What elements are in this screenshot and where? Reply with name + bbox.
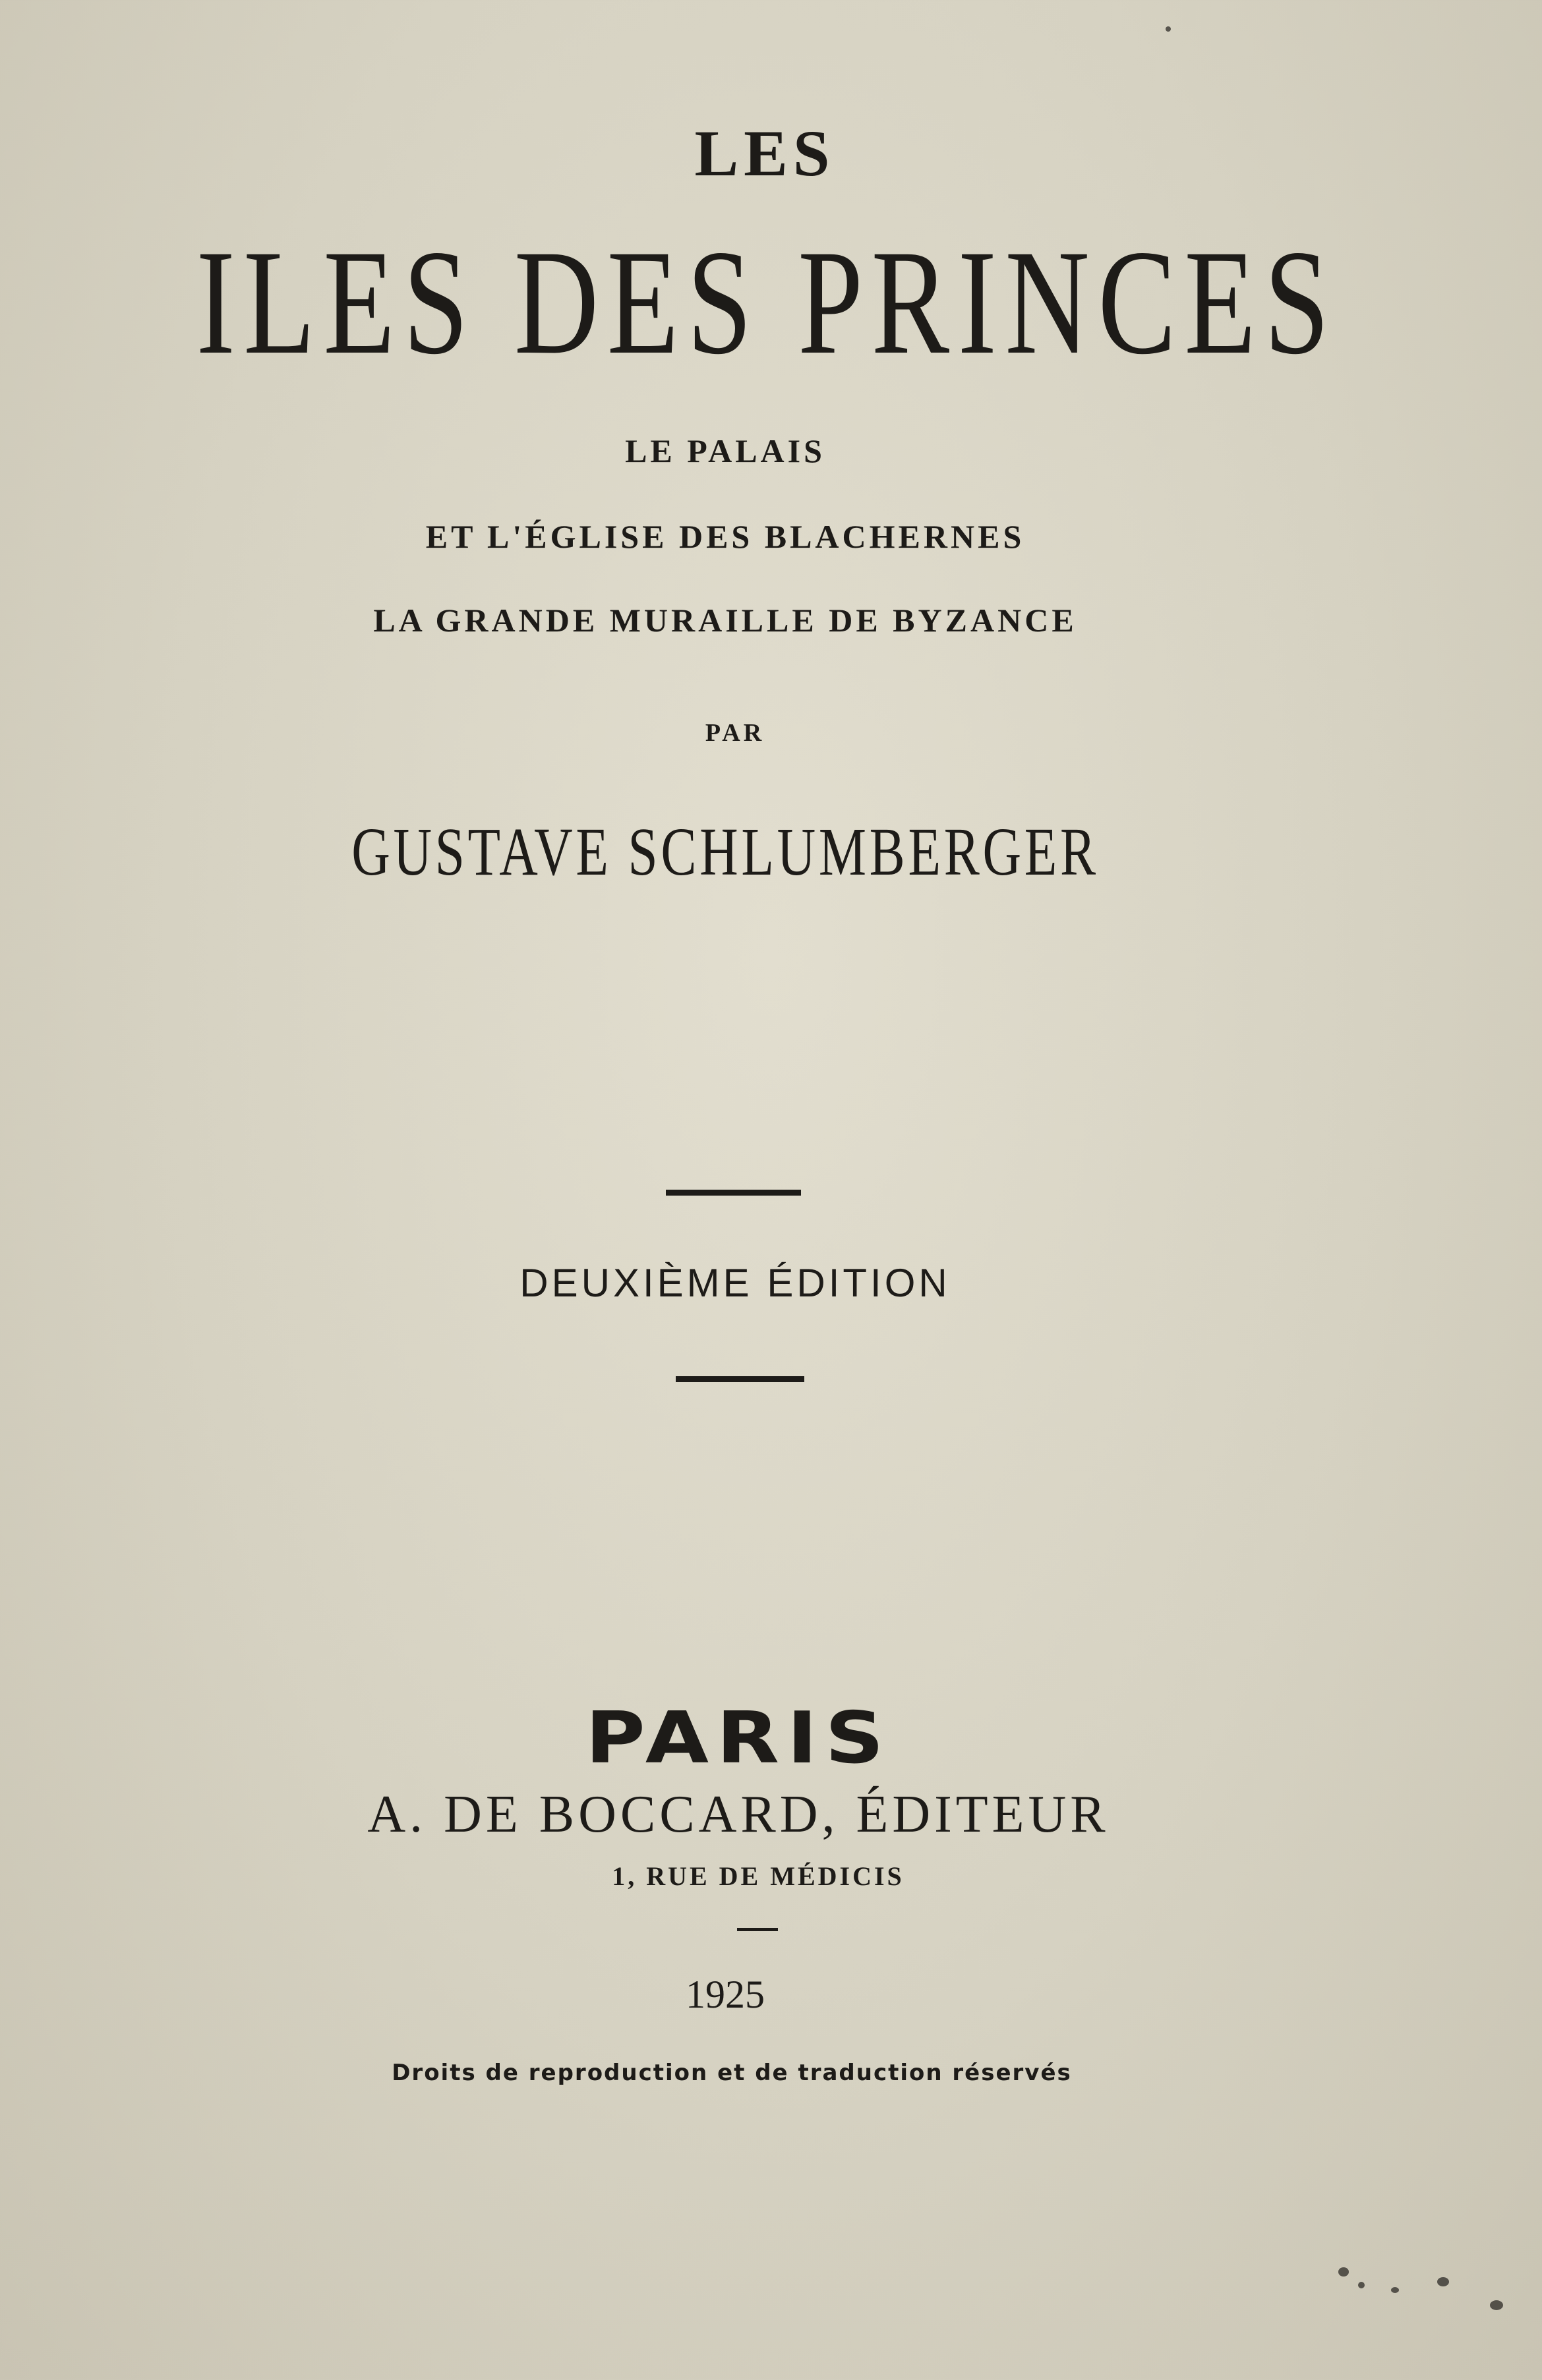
paper-speck	[1490, 2300, 1503, 2310]
divider-rule	[666, 1190, 801, 1196]
paper-speck	[1391, 2287, 1399, 2293]
publication-city: PARIS	[585, 1697, 892, 1780]
subtitle-line-3: LA GRANDE MURAILLE DE BYZANCE	[373, 602, 1077, 639]
subtitle-line-2: ET L'ÉGLISE DES BLACHERNES	[425, 518, 1025, 555]
publication-year: 1925	[686, 1973, 765, 2016]
edition-label: DEUXIÈME ÉDITION	[519, 1261, 951, 1305]
author-name: GUSTAVE SCHLUMBERGER	[351, 814, 1099, 890]
short-divider	[737, 1928, 778, 1931]
publisher-name: A. DE BOCCARD, ÉDITEUR	[367, 1785, 1110, 1843]
by-label: PAR	[705, 719, 765, 747]
title-article: LES	[694, 117, 835, 190]
rights-notice: Droits de reproduction et de traduction réservés	[392, 2060, 1072, 2086]
paper-speck	[1166, 26, 1171, 32]
paper-speck	[1338, 2267, 1349, 2277]
paper-speck	[1437, 2277, 1449, 2286]
paper-speck	[1358, 2282, 1365, 2288]
book-title: ILES DES PRINCES	[196, 219, 1338, 386]
divider-rule	[676, 1376, 804, 1382]
subtitle-line-1: LE PALAIS	[625, 432, 825, 469]
publisher-address: 1, RUE DE MÉDICIS	[612, 1861, 904, 1891]
